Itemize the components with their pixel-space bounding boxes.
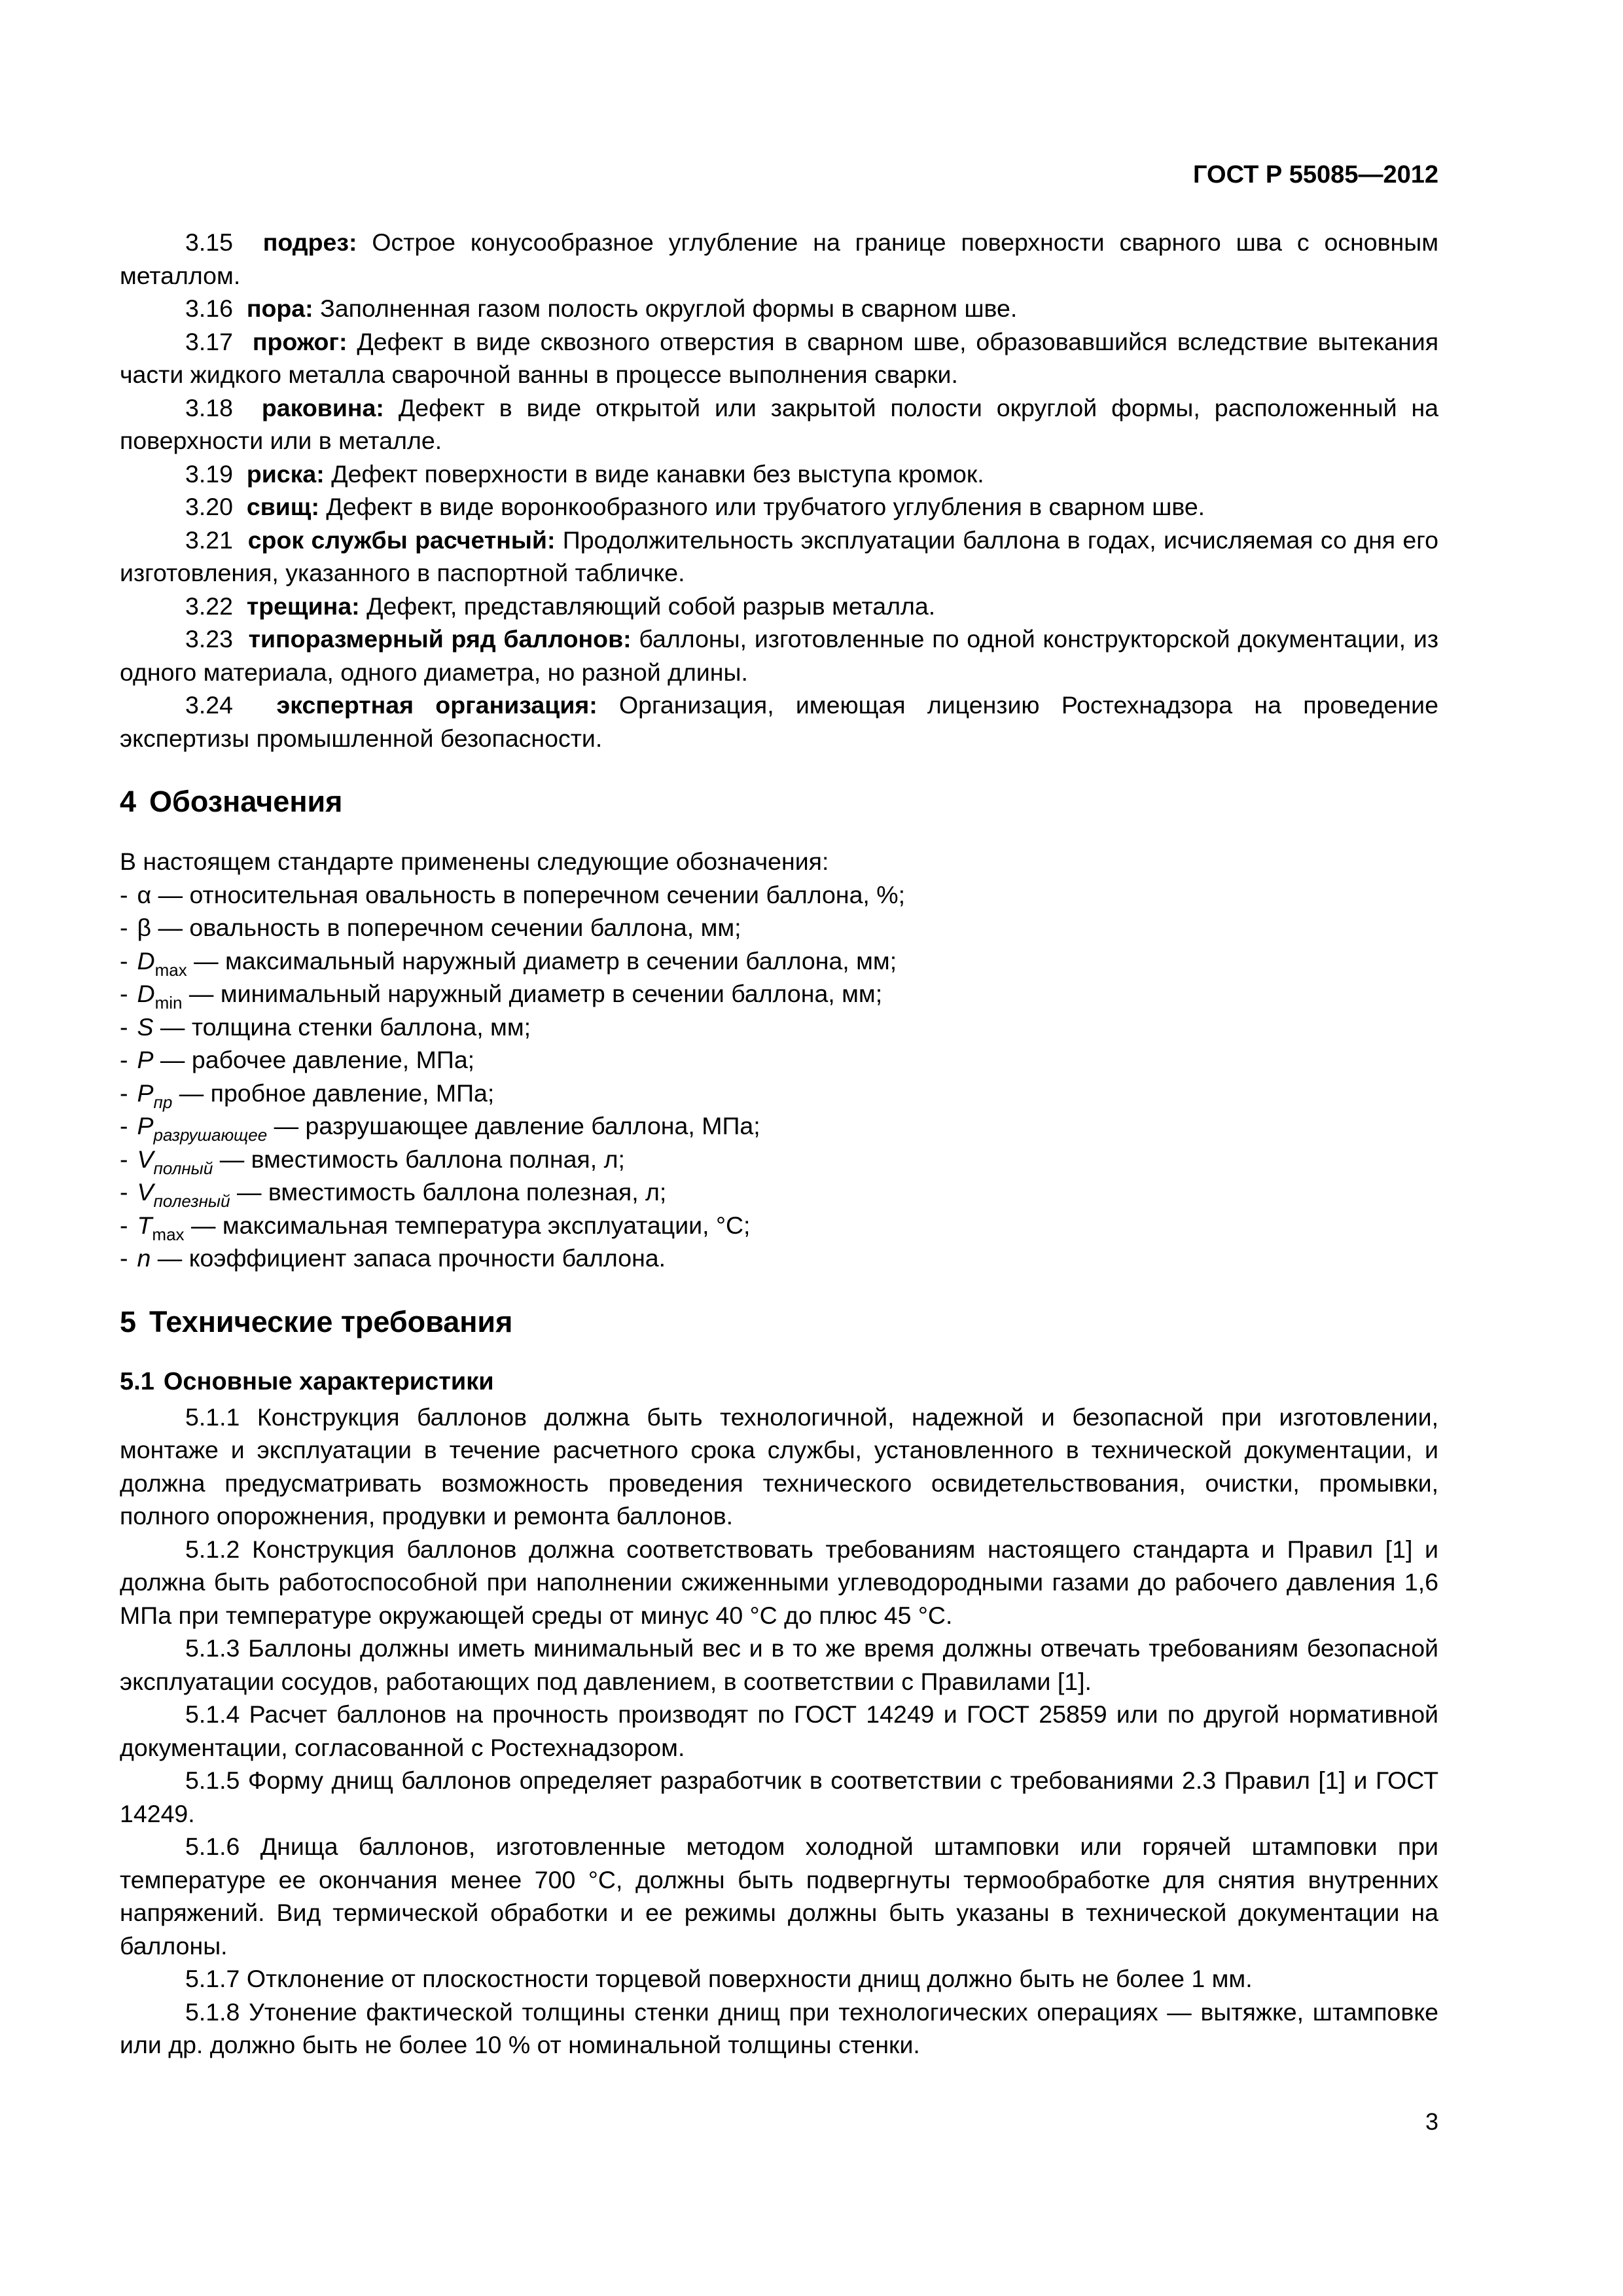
- term-name: экспертная организация:: [276, 691, 597, 719]
- term-name: срок службы расчетный:: [247, 526, 556, 554]
- symbol-definition: — минимальный наружный диаметр в сечении баллона, мм;: [182, 980, 883, 1007]
- symbol-item: [120, 1175, 1438, 1209]
- symbol: P: [137, 1112, 154, 1139]
- symbol: P: [137, 1046, 154, 1073]
- symbol-item: [120, 977, 1438, 1011]
- term-name: прожог:: [252, 327, 348, 355]
- symbol-definition: — максимальная температура эксплуатации, °C;: [184, 1211, 751, 1239]
- term-number: 3.18: [185, 393, 233, 422]
- symbol-subscript: min: [154, 993, 183, 1013]
- term-number: 3.19: [185, 459, 233, 488]
- page-content: [120, 226, 1438, 2062]
- symbol-definition: — вместимость баллона полезная, л;: [230, 1178, 667, 1206]
- symbol-item: [120, 1043, 1438, 1077]
- term-definition: Дефект в виде сквозного отверстия в сварном шве, образовавшийся вследствие вытекания части жидкого металла сварочной ванны в процессе выполнения сварки.: [120, 327, 1439, 388]
- symbol: D: [137, 980, 155, 1007]
- term-definition: Дефект, представляющий собой разрыв металла.: [366, 592, 936, 620]
- term-definition: баллоны, изготовленные по одной конструкторской документации, из одного материала, одного диаметра, но разной длины.: [120, 625, 1439, 686]
- symbol-item: [120, 944, 1438, 978]
- symbol: T: [137, 1211, 152, 1239]
- requirement-paragraph: 5.1.2 Конструкция баллонов должна соответствовать требованиям настоящего стандарта и Правил [1] и должна быть работоспособной при наполнении сжиженными углеводородными газами до рабочего давления 1,6 МПа при температуре окружающей среды от минус 40 °C до плюс 45 °C.: [120, 1535, 1438, 1629]
- symbol-definition: — рабочее давление, МПа;: [153, 1046, 475, 1073]
- term-name: риска:: [246, 459, 325, 488]
- list-dash: -: [120, 1079, 128, 1107]
- document-code: ГОСТ Р 55085—2012: [1193, 161, 1438, 188]
- symbol-definition: — вместимость баллона полная, л;: [213, 1145, 625, 1173]
- term-item: [120, 325, 1438, 391]
- term-definition: Организация, имеющая лицензию Ростехнадзора на проведение экспертизы промышленной безопасности.: [120, 691, 1438, 752]
- symbol: S: [137, 1013, 154, 1041]
- symbol-definition: — пробное давление, МПа;: [172, 1079, 495, 1107]
- term-definition: Дефект поверхности в виде канавки без выступа кромок.: [331, 459, 984, 488]
- symbol-definition: — максимальный наружный диаметр в сечении баллона, мм;: [187, 946, 897, 975]
- requirement-paragraph: 5.1.1 Конструкция баллонов должна быть технологичной, надежной и безопасной при изготовлении, монтаже и эксплуатации в течение расчетного срока службы, установленного в технической документации, и должна предусматривать возможность проведения технического освидетельствования, очистки, промывки, полного опорожнения, продувки и ремонта баллонов.: [120, 1403, 1438, 1530]
- section-number: 4: [120, 785, 137, 818]
- symbol: D: [137, 946, 155, 975]
- list-dash: -: [120, 914, 128, 941]
- requirement-paragraph: 5.1.6 Днища баллонов, изготовленные методом холодной штамповки или горячей штамповки при температуре ее окончания менее 700 °C, должны быть подвергнуты термообработке для снятия внутренних напряжений. Вид термической обработки и ее режимы должны быть указаны в технической документации на баллоны.: [120, 1833, 1438, 1960]
- term-item: [120, 226, 1438, 292]
- term-definition: Продолжительность эксплуатации баллона в годах, исчисляемая со дня его изготовления, указанного в паспортной табличке.: [120, 526, 1438, 586]
- symbol-item: [120, 1109, 1438, 1143]
- subsection-heading: [120, 1365, 1438, 1398]
- symbol-definition: — толщина стенки баллона, мм;: [153, 1013, 531, 1041]
- term-number: 3.17: [185, 327, 233, 355]
- symbol-subscript: max: [154, 960, 187, 980]
- term-definition: Дефект в виде открытой или закрытой полости округлой формы, расположенный на поверхности или в металле.: [120, 393, 1439, 454]
- term-item: [120, 689, 1438, 755]
- term-definition: Острое конусообразное углубление на границе поверхности сварного шва с основным металлом.: [120, 228, 1439, 289]
- term-name: раковина:: [261, 393, 384, 422]
- term-name: трещина:: [246, 592, 360, 620]
- symbol-item: [120, 878, 1438, 912]
- list-dash: -: [120, 1178, 128, 1206]
- term-name: пора:: [246, 295, 313, 322]
- requirement-paragraph: 5.1.4 Расчет баллонов на прочность производят по ГОСТ 14249 и ГОСТ 25859 или по другой нормативной документации, согласованной с Ростехнадзором.: [120, 1700, 1438, 1761]
- symbol-item: [120, 1242, 1438, 1275]
- list-dash: -: [120, 1211, 128, 1239]
- subsection-title: Основные характеристики: [163, 1367, 494, 1395]
- term-item: [120, 292, 1438, 325]
- term-number: 3.23: [185, 625, 233, 653]
- symbol-definition: — овальность в поперечном сечении баллона, мм;: [151, 914, 741, 941]
- symbol: P: [137, 1079, 154, 1107]
- term-number: 3.20: [185, 493, 233, 520]
- term-definition: Заполненная газом полость округлой формы в сварном шве.: [320, 295, 1018, 322]
- requirement-paragraph: 5.1.5 Форму днищ баллонов определяет разработчик в соответствии с требованиями 2.3 Правил [1] и ГОСТ 14249.: [120, 1767, 1438, 1827]
- symbol-definition: — относительная овальность в поперечном сечении баллона, %;: [151, 880, 906, 908]
- symbols-intro: В настоящем стандарте применены следующие обозначения:: [120, 848, 829, 875]
- symbol-item: [120, 1011, 1438, 1044]
- list-dash: -: [120, 1013, 128, 1041]
- requirement-paragraph: 5.1.8 Утонение фактической толщины стенки днищ при технологических операциях — вытяжке, штамповке или др. должно быть не более 10 % от номинальной толщины стенки.: [120, 1998, 1438, 2058]
- symbol: β: [137, 914, 152, 941]
- symbol: V: [137, 1178, 154, 1206]
- symbol: V: [137, 1145, 154, 1173]
- section-heading: [120, 782, 1438, 821]
- list-dash: -: [120, 1244, 128, 1272]
- list-dash: -: [120, 946, 128, 975]
- symbol: α: [137, 880, 152, 908]
- section-number: 5: [120, 1304, 137, 1338]
- term-number: 3.21: [185, 526, 233, 554]
- term-item: [120, 391, 1438, 457]
- symbol-item: [120, 1209, 1438, 1242]
- symbol-subscript: max: [152, 1224, 185, 1244]
- term-number: 3.22: [185, 592, 233, 620]
- list-dash: -: [120, 1112, 128, 1139]
- symbol-item: [120, 1077, 1438, 1110]
- term-item: [120, 490, 1438, 524]
- term-item: [120, 590, 1438, 623]
- term-item: [120, 622, 1438, 689]
- requirements-list: [120, 1401, 1438, 2062]
- terms-list: [120, 226, 1438, 755]
- symbol-subscript: полезный: [153, 1191, 230, 1211]
- term-name: подрез:: [262, 228, 357, 256]
- symbol-subscript: полный: [153, 1158, 213, 1178]
- term-name: типоразмерный ряд баллонов:: [248, 625, 632, 653]
- term-definition: Дефект в виде воронкообразного или трубчатого углубления в сварном шве.: [326, 493, 1205, 520]
- requirement-paragraph: 5.1.3 Баллоны должны иметь минимальный вес и в то же время должны отвечать требованиям безопасной эксплуатации сосудов, работающих под давлением, в соответствии с Правилами [1].: [120, 1634, 1438, 1695]
- section-heading: [120, 1302, 1438, 1342]
- requirement-paragraph: 5.1.7 Отклонение от плоскостности торцевой поверхности днищ должно быть не более 1 мм.: [185, 1965, 1253, 1992]
- term-number: 3.16: [185, 295, 233, 322]
- symbols-list: [120, 878, 1438, 1275]
- list-dash: -: [120, 980, 128, 1007]
- symbol: n: [137, 1244, 151, 1272]
- section-title: Обозначения: [149, 785, 343, 818]
- section-title: Технические требования: [149, 1304, 513, 1338]
- page-number: 3: [1425, 2108, 1438, 2135]
- term-item: [120, 457, 1438, 491]
- symbol-subscript: разрушающее: [153, 1125, 268, 1145]
- term-number: 3.15: [185, 228, 233, 256]
- list-dash: -: [120, 880, 128, 908]
- symbol-item: [120, 1143, 1438, 1176]
- symbol-definition: — коэффициент запаса прочности баллона.: [151, 1244, 666, 1272]
- term-number: 3.24: [185, 691, 233, 719]
- list-dash: -: [120, 1145, 128, 1173]
- subsection-number: 5.1: [120, 1367, 154, 1395]
- symbol-definition: — разрушающее давление баллона, МПа;: [267, 1112, 760, 1139]
- term-item: [120, 524, 1438, 590]
- list-dash: -: [120, 1046, 128, 1073]
- symbol-subscript: пр: [153, 1092, 173, 1112]
- symbol-item: [120, 911, 1438, 944]
- term-name: свищ:: [246, 493, 319, 520]
